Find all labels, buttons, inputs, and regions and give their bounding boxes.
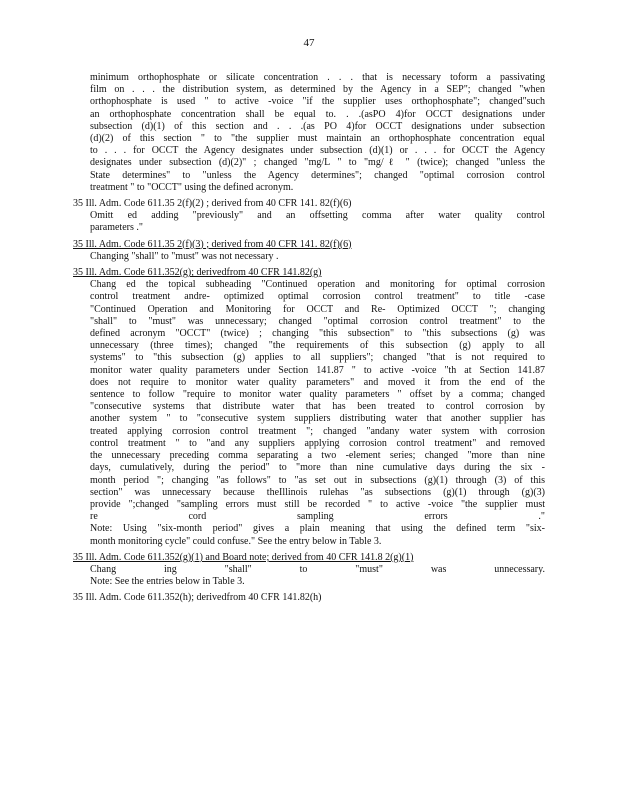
- text-line: Chang ing "shall" to "must" was unnecessary.: [90, 563, 545, 575]
- text-line: sentence to follow "require to monitor water quality parameters " offset by a comma; changed: [90, 389, 545, 401]
- entry-citation: [73, 552, 545, 564]
- entries-list: [73, 198, 545, 605]
- entry-citation: [73, 592, 545, 604]
- citation-text: 35 Ill. Adm. Code 611.352(g); derivedfrom 40 CFR 141.82(g): [73, 267, 322, 279]
- text-line: days, cumulatively, during the period" to "more than nine cumulative days during the six -: [90, 462, 545, 474]
- text-line: control treatment " to "and any suppliers applying corrosion control treatment" and removed: [90, 437, 545, 449]
- text-line: parameters .": [90, 222, 143, 234]
- text-line: treated applying corrosion control treatment "; changed "andany water system with corrosion: [90, 425, 545, 437]
- table-entry: [73, 552, 545, 589]
- page-number: 47: [303, 37, 315, 49]
- text-line: Chang ed the topical subheading "Continued operation and monitoring for optimal corrosion: [90, 279, 545, 291]
- text-line: "consecutive systems that distribute water that has been treated to control corrosion by: [90, 401, 545, 413]
- citation-text: 35 Ill. Adm. Code 611.352(h); derivedfrom 40 CFR 141.82(h): [73, 592, 322, 604]
- entry-body: [90, 210, 545, 234]
- text-line: orthophosphate is used " to active -voice "if the supplier uses orthophosphate"; changed"such: [90, 96, 545, 108]
- page-content: [73, 72, 545, 609]
- text-line: Omitt ed adding "previously" and an offsetting comma after water quality control: [90, 210, 545, 222]
- text-line: "Continued Operation and Monitoring for OCCT and Re- Optimized OCCT "; changing: [90, 303, 545, 315]
- text-line: Note: See the entries below in Table 3.: [90, 576, 245, 588]
- table-entry: [73, 592, 545, 604]
- text-line: another system " to "consecutive system suppliers distributing water that another supplier has: [90, 413, 545, 425]
- intro-paragraph: [90, 72, 545, 194]
- entry-citation: [73, 198, 545, 210]
- entry-citation: [73, 239, 545, 251]
- entry-citation: [73, 267, 545, 279]
- text-line: to . . . for OCCT the Agency designates under subsection (d)(1) or . . . for OCCT the Agency: [90, 145, 545, 157]
- text-line: defined acronym "OCCT" (twice) ; changing "this subsection" to "this subsections (g) was: [90, 328, 545, 340]
- table-entry: [73, 239, 545, 263]
- text-line: an orthophosphate concentration shall be equal to. . .(asPO 4)for OCCT designations under: [90, 108, 545, 120]
- text-line: State determines" to "unless the Agency determines"; changed "optimal corrosion control: [90, 169, 545, 181]
- text-line: monitor water quality parameters under Section 141.87 " to active -voice "th at Section 141.87: [90, 364, 545, 376]
- text-line: designates under subsection (d)(2)" ; changed "mg/L " to "mg/ℓ " (twice); changed "unless the: [90, 157, 545, 169]
- text-line: section" was unnecessary because theIllinois rulehas "as subsections (g)(1) through (g)(3): [90, 486, 545, 498]
- text-line: minimum orthophosphate or silicate concentration . . . that is necessary toform a passivating: [90, 72, 545, 83]
- text-line: provide ";changed "sampling errors must still be recorded " to active -voice "the supplier must: [90, 498, 545, 510]
- text-line: Note: Using "six-month period" gives a plain meaning that using the defined term "six-: [90, 523, 545, 535]
- text-line: does not require to monitor water quality parameters" and moved it from the end of the: [90, 376, 545, 388]
- citation-text: 35 Ill. Adm. Code 611.35 2(f)(2) ; derived from 40 CFR 141. 82(f)(6): [73, 198, 352, 210]
- text-line: treatment " to "OCCT" using the defined acronym.: [90, 181, 294, 193]
- text-line: the unnecessary preceding comma separating a two -element series; changed "more than nine: [90, 450, 545, 462]
- text-line: systems" to "this subsection (g) applies to all suppliers"; changed "that is not required to: [90, 352, 545, 364]
- text-line: unnecessary (three times); changed "the requirements of this subsection (g) apply to all: [90, 340, 545, 352]
- entry-body: [90, 564, 545, 588]
- entry-body: [90, 279, 545, 547]
- text-line: month monitoring cycle" could confuse." See the entry below in Table 3.: [90, 535, 382, 547]
- text-line: re cord sampling errors .": [90, 511, 545, 523]
- table-entry: [73, 267, 545, 548]
- citation-text: 35 Ill. Adm. Code 611.352(g)(1) and Board note; derived from 40 CFR 141.8 2(g)(1): [73, 551, 414, 563]
- citation-text: 35 Ill. Adm. Code 611.35 2(f)(3) ; derived from 40 CFR 141. 82(f)(6): [73, 238, 352, 250]
- text-line: (d)(2) of this section " to "the supplier must maintain an orthophosphate concentration equal: [90, 133, 545, 145]
- text-line: subsection (d)(1) of this section and . . .(as PO 4)for OCCT designations under subsection: [90, 120, 545, 132]
- text-line: "shall" to "must" was unnecessary; changed "optimal corrosion control treatment" to the: [90, 315, 545, 327]
- table-entry: [73, 198, 545, 235]
- entry-body: [90, 251, 545, 263]
- text-line: control treatment andre- optimized optimal corrosion control treatment" to title -case: [90, 291, 545, 303]
- text-line: month period "; changing "as follows" to "as set out in subsections (g)(1) through (3) of this: [90, 474, 545, 486]
- text-line: Changing "shall" to "must" was not necessary .: [90, 250, 279, 262]
- text-line: film on . . . the distribution system, as determined by the Agency in a SEP"; changed "when: [90, 84, 545, 96]
